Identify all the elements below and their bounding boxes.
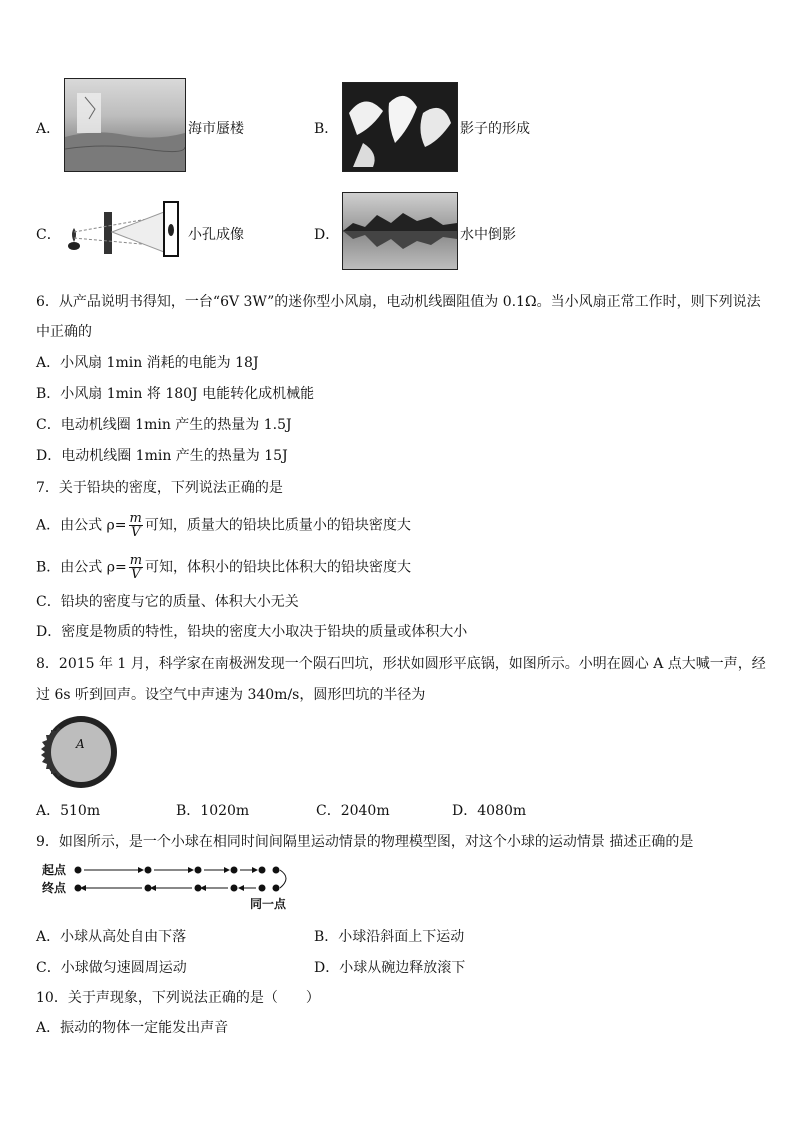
q9-option-b: B．小球沿斜面上下运动 (314, 929, 465, 945)
q5-option-d-letter: D． (314, 227, 340, 243)
q7-option-b (36, 554, 411, 581)
q10-stem: 10．关于声现象，下列说法正确的是（ ） (36, 990, 320, 1006)
q6-option-d: D．电动机线圈 1min 产生的热量为 15J (36, 448, 288, 464)
water-reflection-art (343, 193, 457, 269)
pinhole-camera-diagram (62, 198, 186, 260)
q8-stem-line2: 过 6s 听到回声。设空气中声速为 340m/s，圆形凹坑的半径为 (36, 687, 426, 703)
q6-stem-line2: 中正确的 (36, 324, 92, 340)
crater-center-label: A (76, 737, 85, 751)
q7-option-a-pre: A．由公式 ρ= (36, 517, 127, 534)
q6-option-c: C．电动机线圈 1min 产生的热量为 1.5J (36, 417, 292, 433)
shadow-photo (342, 82, 458, 172)
q9-stem: 9．如图所示，是一个小球在相同时间间隔里运动情景的物理模型图，对这个小球的运动情景 描述正确的是 (36, 834, 694, 850)
q7-stem: 7．关于铅块的密度，下列说法正确的是 (36, 480, 283, 496)
density-formula-a (129, 512, 143, 539)
q5-option-c-letter: C． (36, 227, 61, 243)
q5-option-a-label: 海市蜃楼 (188, 121, 244, 137)
q6-stem-line1: 6．从产品说明书得知，一台“6V 3W”的迷你型小风扇，电动机线圈阻值为 0.1Ω。当小风扇正常工作时，则下列说法 (36, 294, 761, 310)
q7-option-c: C．铅块的密度与它的质量、体积大小无关 (36, 594, 299, 610)
fig-end-label: 终点 (42, 881, 67, 895)
mirage-photo-art (65, 79, 185, 171)
q7-option-a (36, 512, 411, 539)
formula-denominator: V (131, 525, 141, 540)
formula-numerator: m (129, 511, 142, 526)
fig-start-label: 起点 (42, 863, 67, 877)
shadow-photo-art (343, 83, 457, 171)
q8-stem-line1: 8．2015 年 1 月，科学家在南极洲发现一个陨石凹坑，形状如圆形平底锅，如图所示。小明在圆心 A 点大喊一声，经 (36, 656, 766, 672)
q5-option-b-letter: B． (314, 121, 339, 137)
q7-option-b-post: 可知，体积小的铅块比体积大的铅块密度大 (145, 559, 412, 576)
crater-figure (36, 714, 126, 790)
q6-option-a: A．小风扇 1min 消耗的电能为 18J (36, 355, 259, 371)
q9-option-c: C．小球做匀速圆周运动 (36, 960, 187, 976)
ball-motion-figure (40, 858, 296, 914)
formula-denominator: V (131, 567, 141, 582)
q9-option-d: D．小球从碗边释放滚下 (314, 960, 466, 976)
formula-numerator: m (129, 553, 143, 568)
q8-option-d: D．4080m (452, 803, 527, 819)
q5-option-a-letter: A． (36, 121, 61, 137)
q5-option-d-label: 水中倒影 (460, 227, 516, 243)
fig-same-point-label: 同一点 (250, 897, 287, 911)
pinhole-diagram-art (62, 198, 186, 260)
q10-option-a: A．振动的物体一定能发出声音 (36, 1020, 229, 1036)
q8-option-b: B．1020m (176, 803, 250, 819)
q8-option-a: A．510m (36, 803, 101, 819)
q5-option-c-label: 小孔成像 (188, 227, 244, 243)
q6-option-b: B．小风扇 1min 将 180J 电能转化成机械能 (36, 386, 315, 402)
q9-option-a: A．小球从高处自由下落 (36, 929, 187, 945)
q7-option-d: D．密度是物质的特性，铅块的密度大小取决于铅块的质量或体积大小 (36, 624, 468, 640)
mirage-photo (64, 78, 186, 172)
q7-option-a-post: 可知，质量大的铅块比质量小的铅块密度大 (144, 517, 411, 534)
ball-motion-art (40, 858, 296, 914)
q8-option-c: C．2040m (316, 803, 390, 819)
water-reflection-photo (342, 192, 458, 270)
crater-figure-art (36, 714, 126, 790)
density-formula-b (129, 554, 143, 581)
q5-option-b-label: 影子的形成 (460, 121, 530, 137)
q7-option-b-pre: B．由公式 ρ= (36, 559, 127, 576)
